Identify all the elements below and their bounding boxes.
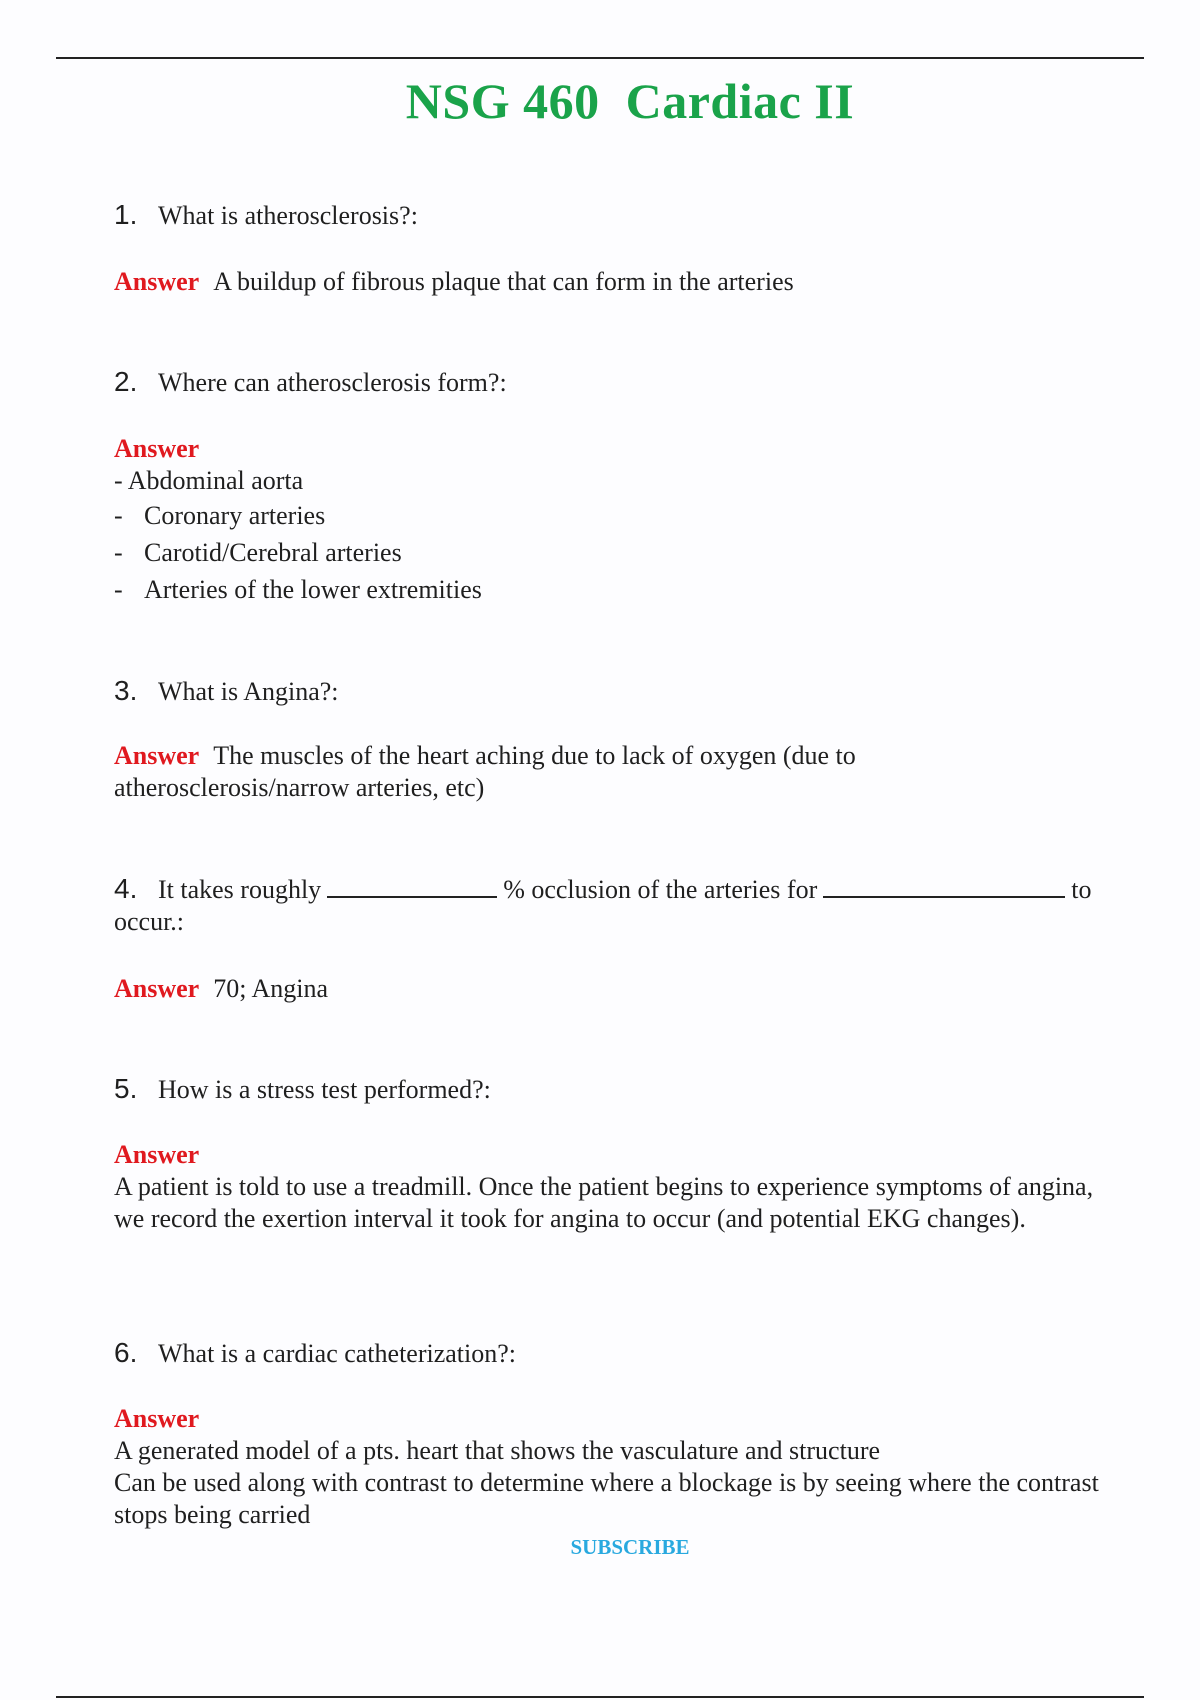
list-item-text: Arteries of the lower extremities: [144, 575, 482, 604]
question-text: How is a stress test performed?:: [158, 1075, 491, 1104]
answer-5: [114, 1139, 1099, 1235]
list-item: - Arteries of the lower extremities: [114, 575, 482, 604]
answer-label: Answer: [114, 1404, 200, 1433]
question-number: 6.: [114, 1337, 138, 1368]
answer-label: Answer: [114, 974, 200, 1003]
question-text: What is a cardiac catheterization?:: [158, 1339, 517, 1368]
question-6: [114, 1337, 1124, 1370]
question-text-part1: It takes roughly: [158, 875, 322, 904]
list-item: - Carotid/Cerebral arteries: [114, 538, 402, 567]
answer-label: Answer: [114, 1140, 200, 1169]
question-3: [114, 675, 1124, 708]
question-text-part3: to occur.:: [114, 875, 1092, 936]
bottom-divider: [56, 1696, 1144, 1698]
question-number: 1.: [114, 199, 138, 230]
question-4: [114, 873, 1134, 938]
answer-6: [114, 1403, 1099, 1531]
answer-text: 70; Angina: [213, 974, 329, 1003]
fill-in-blank: [327, 874, 497, 898]
question-text: Where can atherosclerosis form?:: [158, 368, 507, 397]
answer-text: A buildup of fibrous plaque that can form in the arteries: [213, 267, 794, 296]
answer-label: Answer: [114, 267, 200, 296]
question-number: 4.: [114, 873, 138, 904]
answer-1: [114, 266, 1124, 298]
answer-4: [114, 973, 1124, 1005]
list-item-text: Coronary arteries: [144, 501, 326, 530]
question-5: [114, 1073, 1124, 1106]
list-item: - Coronary arteries: [114, 501, 326, 530]
list-item-text: Carotid/Cerebral arteries: [144, 538, 402, 567]
question-number: 2.: [114, 366, 138, 397]
list-item: - Abdominal aorta: [114, 466, 304, 495]
question-number: 5.: [114, 1073, 138, 1104]
subscribe-link[interactable]: SUBSCRIBE: [570, 1535, 690, 1559]
answer-2: [114, 433, 1124, 608]
question-text: What is atherosclerosis?:: [158, 201, 418, 230]
fill-in-blank: [823, 874, 1065, 898]
answer-label: Answer: [114, 434, 200, 463]
question-number: 3.: [114, 675, 138, 706]
answer-line: A generated model of a pts. heart that shows the vasculature and structure: [114, 1436, 881, 1465]
top-divider: [56, 57, 1144, 59]
question-1: [114, 199, 1124, 232]
answer-label: Answer: [114, 741, 200, 770]
answer-text: The muscles of the heart aching due to lack of oxygen (due to atherosclerosis/narrow arteries, etc): [114, 741, 856, 802]
answer-3: [114, 740, 914, 804]
answer-line: Can be used along with contrast to determine where a blockage is by seeing where the contrast stops being carried: [114, 1468, 1099, 1529]
question-text: What is Angina?:: [158, 677, 339, 706]
page-title: NSG 460 Cardiac II: [405, 73, 855, 129]
question-2: [114, 366, 1124, 399]
question-text-part2: % occlusion of the arteries for: [503, 875, 818, 904]
answer-text: A patient is told to use a treadmill. Once the patient begins to experience symptoms of angina, we record the exertion interval it took for angina to occur (and potential EKG changes).: [114, 1172, 1094, 1233]
